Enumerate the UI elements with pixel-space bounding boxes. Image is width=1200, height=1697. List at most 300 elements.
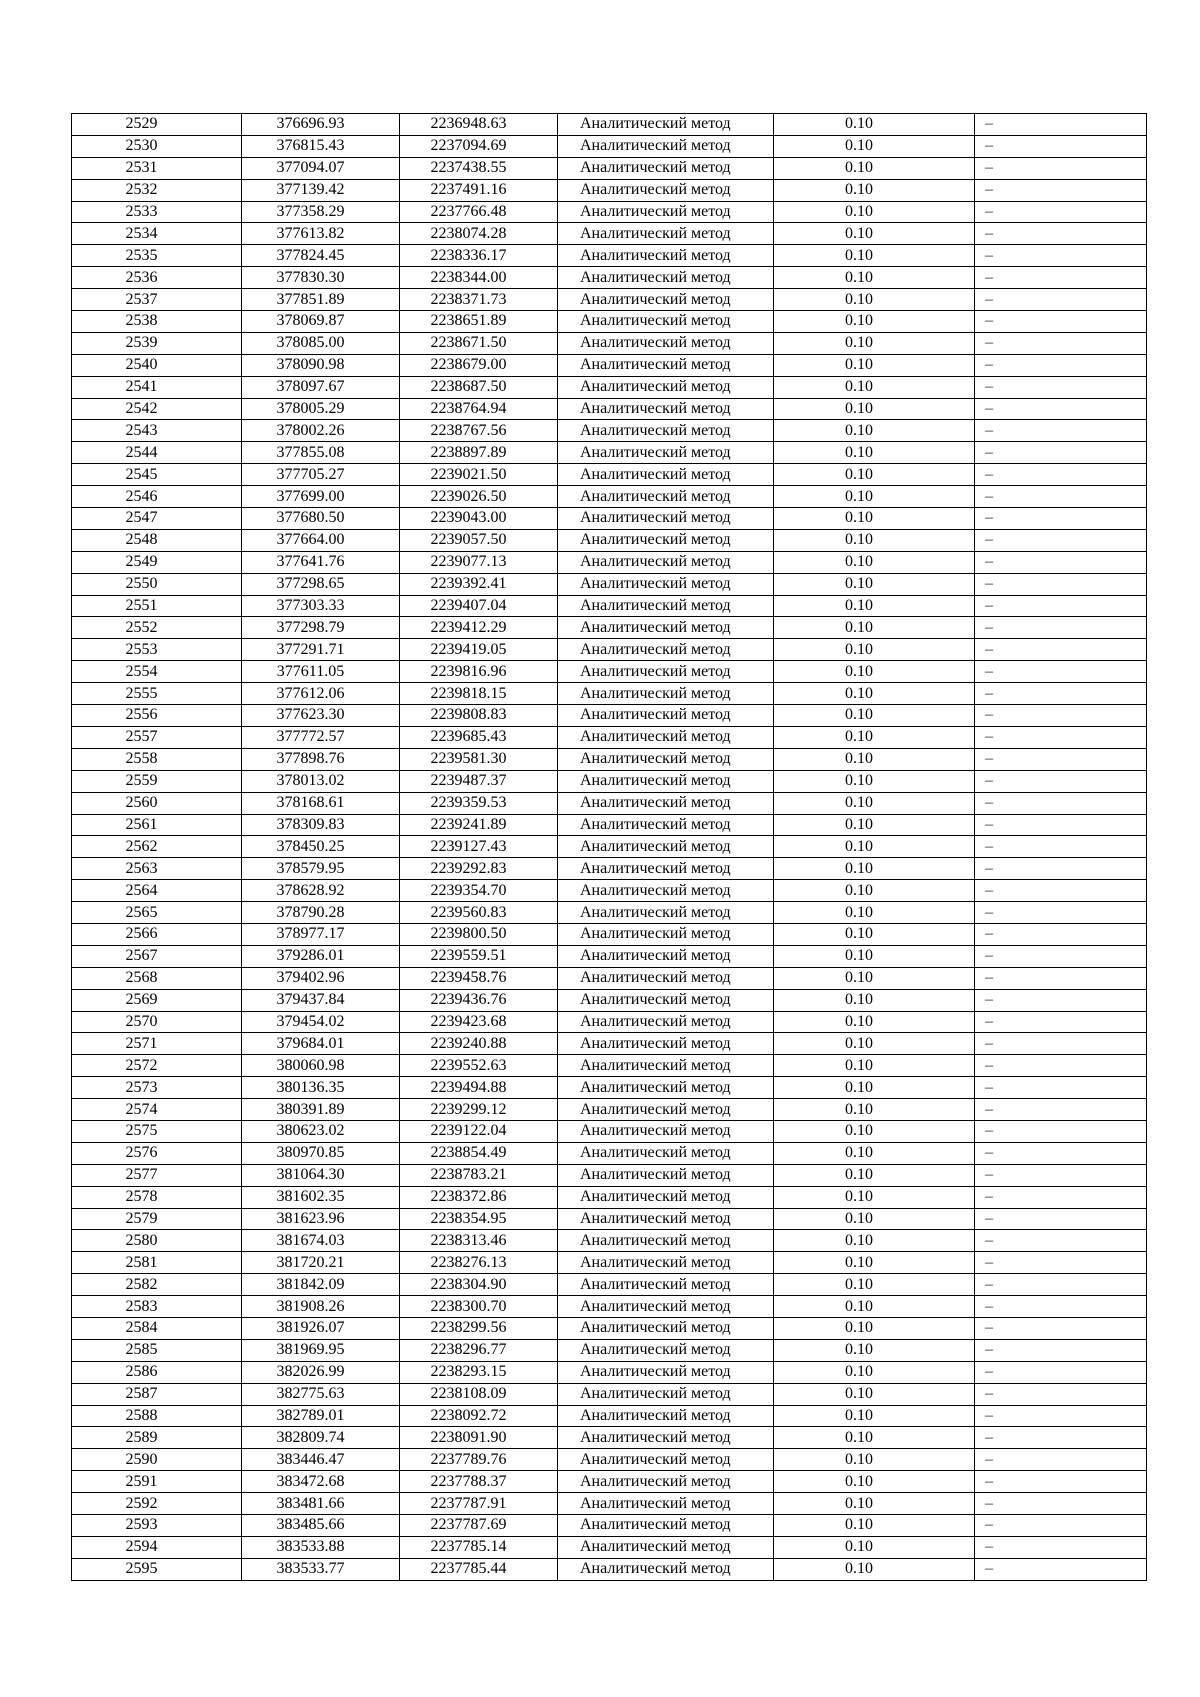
point-number-cell: 2579 — [72, 1208, 242, 1230]
y-coordinate-cell: 2238371.73 — [400, 289, 558, 311]
note-cell: – — [975, 1471, 1147, 1493]
y-coordinate-cell: 2239392.41 — [400, 573, 558, 595]
y-coordinate-cell: 2238687.50 — [400, 376, 558, 398]
method-cell: Аналитический метод — [558, 354, 774, 376]
point-number-cell: 2564 — [72, 880, 242, 902]
y-coordinate-cell: 2238764.94 — [400, 398, 558, 420]
method-cell: Аналитический метод — [558, 1077, 774, 1099]
accuracy-cell: 0.10 — [774, 617, 975, 639]
note-cell: – — [975, 1493, 1147, 1515]
y-coordinate-cell: 2237491.16 — [400, 179, 558, 201]
note-cell: – — [975, 1558, 1147, 1580]
y-coordinate-cell: 2239127.43 — [400, 836, 558, 858]
method-cell: Аналитический метод — [558, 508, 774, 530]
y-coordinate-cell: 2238767.56 — [400, 420, 558, 442]
x-coordinate-cell: 379286.01 — [242, 945, 400, 967]
table-body — [72, 114, 1147, 1581]
y-coordinate-cell: 2239299.12 — [400, 1099, 558, 1121]
table-row — [72, 573, 1147, 595]
note-cell: – — [975, 114, 1147, 136]
x-coordinate-cell: 377855.08 — [242, 442, 400, 464]
point-number-cell: 2545 — [72, 464, 242, 486]
y-coordinate-cell: 2238372.86 — [400, 1186, 558, 1208]
table-row — [72, 551, 1147, 573]
point-number-cell: 2574 — [72, 1099, 242, 1121]
table-row — [72, 114, 1147, 136]
x-coordinate-cell: 377612.06 — [242, 683, 400, 705]
method-cell: Аналитический метод — [558, 1558, 774, 1580]
table-row — [72, 705, 1147, 727]
table-row — [72, 1120, 1147, 1142]
method-cell: Аналитический метод — [558, 551, 774, 573]
x-coordinate-cell: 378628.92 — [242, 880, 400, 902]
accuracy-cell: 0.10 — [774, 157, 975, 179]
note-cell: – — [975, 376, 1147, 398]
y-coordinate-cell: 2237787.69 — [400, 1515, 558, 1537]
y-coordinate-cell: 2239292.83 — [400, 858, 558, 880]
accuracy-cell: 0.10 — [774, 398, 975, 420]
accuracy-cell: 0.10 — [774, 508, 975, 530]
table-row — [72, 529, 1147, 551]
accuracy-cell: 0.10 — [774, 1164, 975, 1186]
accuracy-cell: 0.10 — [774, 945, 975, 967]
accuracy-cell: 0.10 — [774, 989, 975, 1011]
point-number-cell: 2552 — [72, 617, 242, 639]
method-cell: Аналитический метод — [558, 902, 774, 924]
y-coordinate-cell: 2239021.50 — [400, 464, 558, 486]
table-row — [72, 770, 1147, 792]
x-coordinate-cell: 379684.01 — [242, 1033, 400, 1055]
method-cell: Аналитический метод — [558, 770, 774, 792]
method-cell: Аналитический метод — [558, 880, 774, 902]
x-coordinate-cell: 379454.02 — [242, 1011, 400, 1033]
point-number-cell: 2559 — [72, 770, 242, 792]
note-cell: – — [975, 135, 1147, 157]
note-cell: – — [975, 201, 1147, 223]
note-cell: – — [975, 945, 1147, 967]
table-row — [72, 1252, 1147, 1274]
y-coordinate-cell: 2239552.63 — [400, 1055, 558, 1077]
x-coordinate-cell: 377298.79 — [242, 617, 400, 639]
note-cell: – — [975, 617, 1147, 639]
method-cell: Аналитический метод — [558, 267, 774, 289]
y-coordinate-cell: 2239043.00 — [400, 508, 558, 530]
y-coordinate-cell: 2238354.95 — [400, 1208, 558, 1230]
point-number-cell: 2529 — [72, 114, 242, 136]
table-row — [72, 1274, 1147, 1296]
method-cell: Аналитический метод — [558, 1493, 774, 1515]
x-coordinate-cell: 383481.66 — [242, 1493, 400, 1515]
point-number-cell: 2530 — [72, 135, 242, 157]
y-coordinate-cell: 2239436.76 — [400, 989, 558, 1011]
note-cell: – — [975, 1164, 1147, 1186]
method-cell: Аналитический метод — [558, 1405, 774, 1427]
note-cell: – — [975, 1339, 1147, 1361]
x-coordinate-cell: 381926.07 — [242, 1317, 400, 1339]
accuracy-cell: 0.10 — [774, 1011, 975, 1033]
x-coordinate-cell: 377094.07 — [242, 157, 400, 179]
method-cell: Аналитический метод — [558, 135, 774, 157]
point-number-cell: 2553 — [72, 639, 242, 661]
x-coordinate-cell: 378309.83 — [242, 814, 400, 836]
table-row — [72, 1099, 1147, 1121]
method-cell: Аналитический метод — [558, 1230, 774, 1252]
y-coordinate-cell: 2239818.15 — [400, 683, 558, 705]
x-coordinate-cell: 378450.25 — [242, 836, 400, 858]
x-coordinate-cell: 378013.02 — [242, 770, 400, 792]
x-coordinate-cell: 381623.96 — [242, 1208, 400, 1230]
x-coordinate-cell: 381064.30 — [242, 1164, 400, 1186]
note-cell: – — [975, 529, 1147, 551]
method-cell: Аналитический метод — [558, 836, 774, 858]
x-coordinate-cell: 382809.74 — [242, 1427, 400, 1449]
point-number-cell: 2578 — [72, 1186, 242, 1208]
table-row — [72, 923, 1147, 945]
method-cell: Аналитический метод — [558, 573, 774, 595]
method-cell: Аналитический метод — [558, 420, 774, 442]
table-row — [72, 967, 1147, 989]
x-coordinate-cell: 379402.96 — [242, 967, 400, 989]
accuracy-cell: 0.10 — [774, 792, 975, 814]
x-coordinate-cell: 379437.84 — [242, 989, 400, 1011]
point-number-cell: 2533 — [72, 201, 242, 223]
y-coordinate-cell: 2238854.49 — [400, 1142, 558, 1164]
method-cell: Аналитический метод — [558, 1274, 774, 1296]
method-cell: Аналитический метод — [558, 398, 774, 420]
point-number-cell: 2549 — [72, 551, 242, 573]
method-cell: Аналитический метод — [558, 1361, 774, 1383]
y-coordinate-cell: 2239241.89 — [400, 814, 558, 836]
table-row — [72, 1208, 1147, 1230]
table-row — [72, 245, 1147, 267]
y-coordinate-cell: 2238671.50 — [400, 332, 558, 354]
note-cell: – — [975, 661, 1147, 683]
note-cell: – — [975, 1120, 1147, 1142]
accuracy-cell: 0.10 — [774, 332, 975, 354]
method-cell: Аналитический метод — [558, 1471, 774, 1493]
method-cell: Аналитический метод — [558, 486, 774, 508]
x-coordinate-cell: 381969.95 — [242, 1339, 400, 1361]
point-number-cell: 2554 — [72, 661, 242, 683]
y-coordinate-cell: 2238679.00 — [400, 354, 558, 376]
y-coordinate-cell: 2237788.37 — [400, 1471, 558, 1493]
y-coordinate-cell: 2239816.96 — [400, 661, 558, 683]
table-row — [72, 1515, 1147, 1537]
table-row — [72, 1449, 1147, 1471]
table-row — [72, 354, 1147, 376]
point-number-cell: 2560 — [72, 792, 242, 814]
note-cell: – — [975, 508, 1147, 530]
x-coordinate-cell: 382026.99 — [242, 1361, 400, 1383]
method-cell: Аналитический метод — [558, 1536, 774, 1558]
note-cell: – — [975, 1427, 1147, 1449]
note-cell: – — [975, 726, 1147, 748]
table-row — [72, 814, 1147, 836]
x-coordinate-cell: 380136.35 — [242, 1077, 400, 1099]
method-cell: Аналитический метод — [558, 989, 774, 1011]
accuracy-cell: 0.10 — [774, 1536, 975, 1558]
note-cell: – — [975, 902, 1147, 924]
point-number-cell: 2589 — [72, 1427, 242, 1449]
x-coordinate-cell: 377623.30 — [242, 705, 400, 727]
note-cell: – — [975, 289, 1147, 311]
x-coordinate-cell: 377851.89 — [242, 289, 400, 311]
note-cell: – — [975, 573, 1147, 595]
table-row — [72, 420, 1147, 442]
note-cell: – — [975, 639, 1147, 661]
y-coordinate-cell: 2237438.55 — [400, 157, 558, 179]
note-cell: – — [975, 1011, 1147, 1033]
point-number-cell: 2541 — [72, 376, 242, 398]
y-coordinate-cell: 2238092.72 — [400, 1405, 558, 1427]
accuracy-cell: 0.10 — [774, 1296, 975, 1318]
y-coordinate-cell: 2239560.83 — [400, 902, 558, 924]
accuracy-cell: 0.10 — [774, 464, 975, 486]
x-coordinate-cell: 382775.63 — [242, 1383, 400, 1405]
method-cell: Аналитический метод — [558, 1427, 774, 1449]
x-coordinate-cell: 377772.57 — [242, 726, 400, 748]
point-number-cell: 2548 — [72, 529, 242, 551]
method-cell: Аналитический метод — [558, 792, 774, 814]
y-coordinate-cell: 2239412.29 — [400, 617, 558, 639]
point-number-cell: 2556 — [72, 705, 242, 727]
point-number-cell: 2591 — [72, 1471, 242, 1493]
y-coordinate-cell: 2238313.46 — [400, 1230, 558, 1252]
y-coordinate-cell: 2238344.00 — [400, 267, 558, 289]
method-cell: Аналитический метод — [558, 114, 774, 136]
accuracy-cell: 0.10 — [774, 902, 975, 924]
x-coordinate-cell: 378005.29 — [242, 398, 400, 420]
accuracy-cell: 0.10 — [774, 420, 975, 442]
note-cell: – — [975, 1077, 1147, 1099]
y-coordinate-cell: 2239122.04 — [400, 1120, 558, 1142]
method-cell: Аналитический метод — [558, 595, 774, 617]
method-cell: Аналитический метод — [558, 529, 774, 551]
x-coordinate-cell: 377898.76 — [242, 748, 400, 770]
note-cell: – — [975, 311, 1147, 333]
table-row — [72, 1317, 1147, 1339]
point-number-cell: 2588 — [72, 1405, 242, 1427]
accuracy-cell: 0.10 — [774, 1471, 975, 1493]
method-cell: Аналитический метод — [558, 464, 774, 486]
accuracy-cell: 0.10 — [774, 135, 975, 157]
table-row — [72, 311, 1147, 333]
note-cell: – — [975, 858, 1147, 880]
x-coordinate-cell: 378790.28 — [242, 902, 400, 924]
point-number-cell: 2593 — [72, 1515, 242, 1537]
point-number-cell: 2570 — [72, 1011, 242, 1033]
point-number-cell: 2583 — [72, 1296, 242, 1318]
note-cell: – — [975, 1142, 1147, 1164]
table-row — [72, 179, 1147, 201]
method-cell: Аналитический метод — [558, 1033, 774, 1055]
accuracy-cell: 0.10 — [774, 1077, 975, 1099]
point-number-cell: 2550 — [72, 573, 242, 595]
point-number-cell: 2581 — [72, 1252, 242, 1274]
accuracy-cell: 0.10 — [774, 1142, 975, 1164]
accuracy-cell: 0.10 — [774, 1033, 975, 1055]
table-row — [72, 1558, 1147, 1580]
coordinates-table — [71, 113, 1147, 1581]
x-coordinate-cell: 378002.26 — [242, 420, 400, 442]
point-number-cell: 2567 — [72, 945, 242, 967]
table-row — [72, 726, 1147, 748]
point-number-cell: 2546 — [72, 486, 242, 508]
note-cell: – — [975, 814, 1147, 836]
x-coordinate-cell: 377613.82 — [242, 223, 400, 245]
table-row — [72, 135, 1147, 157]
accuracy-cell: 0.10 — [774, 311, 975, 333]
accuracy-cell: 0.10 — [774, 726, 975, 748]
note-cell: – — [975, 464, 1147, 486]
note-cell: – — [975, 1252, 1147, 1274]
note-cell: – — [975, 1033, 1147, 1055]
method-cell: Аналитический метод — [558, 1515, 774, 1537]
y-coordinate-cell: 2237787.91 — [400, 1493, 558, 1515]
note-cell: – — [975, 880, 1147, 902]
point-number-cell: 2566 — [72, 923, 242, 945]
x-coordinate-cell: 377611.05 — [242, 661, 400, 683]
point-number-cell: 2594 — [72, 1536, 242, 1558]
point-number-cell: 2585 — [72, 1339, 242, 1361]
accuracy-cell: 0.10 — [774, 1427, 975, 1449]
note-cell: – — [975, 1536, 1147, 1558]
x-coordinate-cell: 378085.00 — [242, 332, 400, 354]
point-number-cell: 2562 — [72, 836, 242, 858]
point-number-cell: 2561 — [72, 814, 242, 836]
note-cell: – — [975, 1208, 1147, 1230]
y-coordinate-cell: 2237766.48 — [400, 201, 558, 223]
table-row — [72, 683, 1147, 705]
method-cell: Аналитический метод — [558, 639, 774, 661]
y-coordinate-cell: 2239240.88 — [400, 1033, 558, 1055]
x-coordinate-cell: 382789.01 — [242, 1405, 400, 1427]
y-coordinate-cell: 2237094.69 — [400, 135, 558, 157]
method-cell: Аналитический метод — [558, 748, 774, 770]
accuracy-cell: 0.10 — [774, 551, 975, 573]
accuracy-cell: 0.10 — [774, 595, 975, 617]
point-number-cell: 2580 — [72, 1230, 242, 1252]
note-cell: – — [975, 748, 1147, 770]
method-cell: Аналитический метод — [558, 705, 774, 727]
method-cell: Аналитический метод — [558, 967, 774, 989]
accuracy-cell: 0.10 — [774, 770, 975, 792]
accuracy-cell: 0.10 — [774, 880, 975, 902]
method-cell: Аналитический метод — [558, 1055, 774, 1077]
y-coordinate-cell: 2238091.90 — [400, 1427, 558, 1449]
method-cell: Аналитический метод — [558, 1339, 774, 1361]
table-row — [72, 486, 1147, 508]
point-number-cell: 2573 — [72, 1077, 242, 1099]
note-cell: – — [975, 398, 1147, 420]
method-cell: Аналитический метод — [558, 683, 774, 705]
table-row — [72, 1405, 1147, 1427]
y-coordinate-cell: 2237785.14 — [400, 1536, 558, 1558]
table-row — [72, 617, 1147, 639]
x-coordinate-cell: 377358.29 — [242, 201, 400, 223]
y-coordinate-cell: 2239808.83 — [400, 705, 558, 727]
method-cell: Аналитический метод — [558, 617, 774, 639]
accuracy-cell: 0.10 — [774, 1208, 975, 1230]
accuracy-cell: 0.10 — [774, 1120, 975, 1142]
table-row — [72, 508, 1147, 530]
y-coordinate-cell: 2239581.30 — [400, 748, 558, 770]
x-coordinate-cell: 383446.47 — [242, 1449, 400, 1471]
accuracy-cell: 0.10 — [774, 1339, 975, 1361]
accuracy-cell: 0.10 — [774, 1558, 975, 1580]
y-coordinate-cell: 2239423.68 — [400, 1011, 558, 1033]
x-coordinate-cell: 383472.68 — [242, 1471, 400, 1493]
method-cell: Аналитический метод — [558, 223, 774, 245]
y-coordinate-cell: 2238304.90 — [400, 1274, 558, 1296]
note-cell: – — [975, 1405, 1147, 1427]
point-number-cell: 2551 — [72, 595, 242, 617]
table-row — [72, 289, 1147, 311]
point-number-cell: 2587 — [72, 1383, 242, 1405]
table-row — [72, 748, 1147, 770]
accuracy-cell: 0.10 — [774, 486, 975, 508]
method-cell: Аналитический метод — [558, 1011, 774, 1033]
note-cell: – — [975, 354, 1147, 376]
table-row — [72, 1493, 1147, 1515]
accuracy-cell: 0.10 — [774, 354, 975, 376]
note-cell: – — [975, 486, 1147, 508]
point-number-cell: 2555 — [72, 683, 242, 705]
note-cell: – — [975, 1296, 1147, 1318]
y-coordinate-cell: 2239359.53 — [400, 792, 558, 814]
accuracy-cell: 0.10 — [774, 179, 975, 201]
point-number-cell: 2571 — [72, 1033, 242, 1055]
y-coordinate-cell: 2239077.13 — [400, 551, 558, 573]
x-coordinate-cell: 376815.43 — [242, 135, 400, 157]
point-number-cell: 2539 — [72, 332, 242, 354]
table-row — [72, 398, 1147, 420]
note-cell: – — [975, 1383, 1147, 1405]
x-coordinate-cell: 378168.61 — [242, 792, 400, 814]
method-cell: Аналитический метод — [558, 1142, 774, 1164]
accuracy-cell: 0.10 — [774, 1383, 975, 1405]
x-coordinate-cell: 378579.95 — [242, 858, 400, 880]
point-number-cell: 2572 — [72, 1055, 242, 1077]
point-number-cell: 2592 — [72, 1493, 242, 1515]
y-coordinate-cell: 2239458.76 — [400, 967, 558, 989]
y-coordinate-cell: 2239407.04 — [400, 595, 558, 617]
method-cell: Аналитический метод — [558, 245, 774, 267]
note-cell: – — [975, 245, 1147, 267]
y-coordinate-cell: 2238897.89 — [400, 442, 558, 464]
table-row — [72, 376, 1147, 398]
method-cell: Аналитический метод — [558, 661, 774, 683]
table-row — [72, 223, 1147, 245]
y-coordinate-cell: 2239026.50 — [400, 486, 558, 508]
table-row — [72, 639, 1147, 661]
point-number-cell: 2557 — [72, 726, 242, 748]
table-row — [72, 902, 1147, 924]
point-number-cell: 2537 — [72, 289, 242, 311]
table-row — [72, 1230, 1147, 1252]
method-cell: Аналитический метод — [558, 1317, 774, 1339]
accuracy-cell: 0.10 — [774, 836, 975, 858]
point-number-cell: 2565 — [72, 902, 242, 924]
table-row — [72, 1536, 1147, 1558]
table-row — [72, 1011, 1147, 1033]
accuracy-cell: 0.10 — [774, 114, 975, 136]
x-coordinate-cell: 377830.30 — [242, 267, 400, 289]
table-row — [72, 1077, 1147, 1099]
x-coordinate-cell: 377139.42 — [242, 179, 400, 201]
method-cell: Аналитический метод — [558, 442, 774, 464]
point-number-cell: 2531 — [72, 157, 242, 179]
